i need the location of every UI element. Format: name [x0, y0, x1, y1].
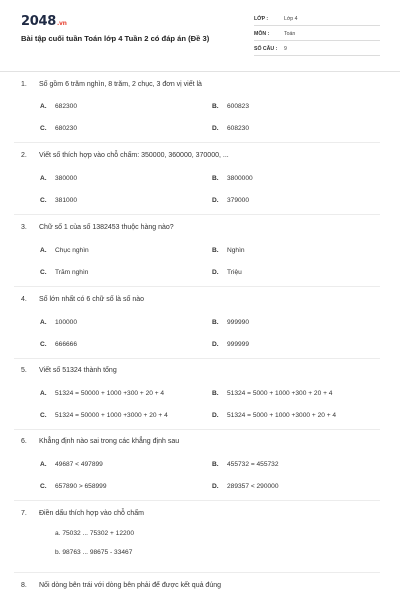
- option-text: 680230: [55, 125, 78, 132]
- option-letter: C.: [40, 412, 47, 419]
- option-letter: C.: [40, 125, 47, 132]
- logo-text: 2048: [21, 14, 56, 29]
- option-text: 600823: [227, 103, 250, 110]
- question-text: Số lớn nhất có 6 chữ số là số nào: [39, 296, 145, 303]
- option-letter: A.: [40, 175, 47, 182]
- option-text: Nghìn: [227, 247, 245, 254]
- option-letter: A.: [40, 390, 47, 397]
- meta-value: Toán: [284, 31, 296, 37]
- option-text: 100000: [55, 319, 78, 326]
- option-text: 51324 = 50000 + 1000 +3000 + 20 + 4: [55, 412, 168, 419]
- meta-key: LỚP :: [254, 16, 269, 22]
- option-letter: D.: [212, 341, 219, 348]
- option-text: Chục nghìn: [55, 247, 89, 254]
- divider: [14, 572, 380, 573]
- question-number: 7.: [21, 510, 27, 517]
- question-text: Chữ số 1 của số 1382453 thuộc hàng nào?: [39, 224, 174, 231]
- fill-item-a[interactable]: a. 75032 ... 75302 + 12200: [55, 530, 135, 537]
- question-text: Khẳng định nào sai trong các khẳng định sau: [39, 438, 180, 445]
- option-text: 289357 < 290000: [227, 483, 279, 490]
- question-number: 3.: [21, 224, 27, 231]
- option-letter: B.: [212, 175, 219, 182]
- option-text: 49687 < 497899: [55, 461, 103, 468]
- meta-key: SỐ CÂU :: [254, 46, 278, 52]
- option-letter: A.: [40, 247, 47, 254]
- meta-value: Lớp 4: [284, 16, 298, 22]
- option-text: 381000: [55, 197, 78, 204]
- option-letter: D.: [212, 483, 219, 490]
- divider: [14, 214, 380, 215]
- option-text: 657890 > 658999: [55, 483, 107, 490]
- option-text: Triệu: [227, 269, 242, 276]
- divider: [14, 358, 380, 359]
- option-text: 3800000: [227, 175, 253, 182]
- option-text: 666666: [55, 341, 78, 348]
- worksheet-header: [0, 0, 400, 72]
- logo-tld: .vn: [56, 20, 67, 27]
- question-text: Nối dòng bên trái với dòng bên phải để được kết quả đúng: [39, 582, 221, 589]
- question-number: 4.: [21, 296, 27, 303]
- option-text: Trăm nghìn: [55, 269, 89, 276]
- option-letter: D.: [212, 197, 219, 204]
- option-letter: D.: [212, 269, 219, 276]
- option-text: 608230: [227, 125, 250, 132]
- divider: [14, 429, 380, 430]
- option-text: 379000: [227, 197, 250, 204]
- question-number: 1.: [21, 81, 27, 88]
- option-letter: C.: [40, 197, 47, 204]
- divider: [14, 286, 380, 287]
- option-text: 682300: [55, 103, 78, 110]
- site-logo[interactable]: [21, 14, 67, 29]
- option-letter: D.: [212, 125, 219, 132]
- option-text: 999990: [227, 319, 250, 326]
- question-text: Điền dấu thích hợp vào chỗ chấm: [39, 510, 144, 517]
- meta-value: 9: [284, 46, 287, 52]
- fill-item-b[interactable]: b. 98763 ... 98675 - 33467: [55, 549, 133, 556]
- question-text: Viết số thích hợp vào chỗ chấm: 350000, 360000, 370000, ...: [39, 152, 229, 159]
- divider: [14, 500, 380, 501]
- option-text: 51324 = 50000 + 1000 +300 + 20 + 4: [55, 390, 165, 397]
- option-text: 999999: [227, 341, 250, 348]
- option-letter: C.: [40, 269, 47, 276]
- option-letter: A.: [40, 319, 47, 326]
- option-letter: B.: [212, 247, 219, 254]
- page-title: Bài tập cuối tuần Toán lớp 4 Tuần 2 có đáp án (Đề 3): [21, 34, 210, 43]
- option-letter: B.: [212, 319, 219, 326]
- option-text: 380000: [55, 175, 78, 182]
- option-letter: D.: [212, 412, 219, 419]
- option-letter: B.: [212, 390, 219, 397]
- question-number: 5.: [21, 367, 27, 374]
- option-text: 455732 = 455732: [227, 461, 279, 468]
- question-number: 8.: [21, 582, 27, 589]
- option-letter: A.: [40, 103, 47, 110]
- question-text: Số gồm 6 trăm nghìn, 8 trăm, 2 chục, 3 đơn vị viết là: [39, 81, 202, 88]
- question-text: Viết số 51324 thành tổng: [39, 367, 117, 374]
- question-number: 2.: [21, 152, 27, 159]
- option-letter: C.: [40, 341, 47, 348]
- question-number: 6.: [21, 438, 27, 445]
- meta-row-subject: [254, 29, 380, 41]
- option-letter: B.: [212, 103, 219, 110]
- meta-key: MÔN :: [254, 31, 270, 37]
- option-letter: B.: [212, 461, 219, 468]
- option-text: 51324 = 5000 + 1000 +300 + 20 + 4: [227, 390, 333, 397]
- divider: [14, 142, 380, 143]
- option-text: 51324 = 5000 + 1000 +3000 + 20 + 4: [227, 412, 337, 419]
- meta-row-question-count: [254, 44, 380, 56]
- meta-row-class: [254, 14, 380, 26]
- option-letter: A.: [40, 461, 47, 468]
- option-letter: C.: [40, 483, 47, 490]
